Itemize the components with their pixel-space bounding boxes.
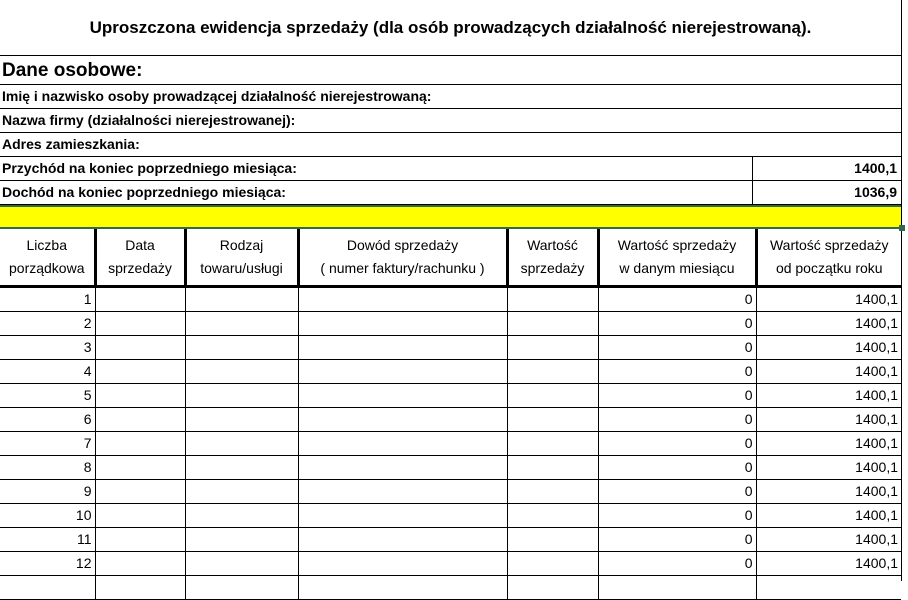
cell-type[interactable] bbox=[185, 552, 298, 576]
cell-lp[interactable]: 11 bbox=[0, 528, 95, 552]
cell-ytd-total[interactable]: 1400,1 bbox=[756, 432, 901, 456]
cell-date[interactable] bbox=[95, 456, 185, 480]
info-row[interactable] bbox=[0, 157, 901, 181]
cell-type[interactable] bbox=[185, 504, 298, 528]
header-line-1: Liczba bbox=[26, 237, 67, 253]
cell-date[interactable] bbox=[95, 360, 185, 384]
cell-proof[interactable] bbox=[298, 480, 507, 504]
cell-proof[interactable] bbox=[298, 528, 507, 552]
header-line-1: Data bbox=[125, 237, 155, 253]
info-label: Adres zamieszkania: bbox=[2, 136, 140, 152]
header-line-1: Wartość sprzedaży bbox=[769, 237, 889, 253]
table-row bbox=[0, 456, 901, 480]
cell-ytd-total[interactable]: 1400,1 bbox=[756, 384, 901, 408]
cell-ytd-total[interactable]: 1400,1 bbox=[756, 504, 901, 528]
cell-date[interactable] bbox=[95, 576, 185, 600]
cell-ytd-total[interactable]: 1400,1 bbox=[756, 480, 901, 504]
cell-lp[interactable]: 12 bbox=[0, 552, 95, 576]
cell-type[interactable] bbox=[185, 384, 298, 408]
cell-date[interactable] bbox=[95, 480, 185, 504]
cell-date[interactable] bbox=[95, 384, 185, 408]
cell-month-total[interactable]: 0 bbox=[598, 504, 756, 528]
cell-lp[interactable]: 5 bbox=[0, 384, 95, 408]
cell-proof[interactable] bbox=[298, 384, 507, 408]
cell-month-total[interactable]: 0 bbox=[598, 456, 756, 480]
cell-ytd-total[interactable]: 1400,1 bbox=[756, 287, 901, 312]
cell-value[interactable] bbox=[507, 287, 598, 312]
cell-type[interactable] bbox=[185, 408, 298, 432]
table-row bbox=[0, 384, 901, 408]
info-row[interactable] bbox=[0, 133, 901, 157]
header-line-1: Dowód sprzedaży bbox=[346, 237, 459, 253]
cell-value[interactable] bbox=[507, 336, 598, 360]
cell-value[interactable] bbox=[507, 432, 598, 456]
table-row bbox=[0, 576, 901, 600]
table-row bbox=[0, 480, 901, 504]
table-row bbox=[0, 504, 901, 528]
cell-value[interactable] bbox=[507, 576, 598, 600]
cell-date[interactable] bbox=[95, 552, 185, 576]
cell-value[interactable] bbox=[507, 528, 598, 552]
header-line-1: Rodzaj bbox=[219, 237, 264, 253]
table-row bbox=[0, 528, 901, 552]
cell-value[interactable] bbox=[507, 312, 598, 336]
cell-date[interactable] bbox=[95, 528, 185, 552]
cell-month-total[interactable]: 0 bbox=[598, 528, 756, 552]
cell-ytd-total[interactable]: 1400,1 bbox=[756, 552, 901, 576]
cell-lp[interactable]: 8 bbox=[0, 456, 95, 480]
cell-month-total[interactable]: 0 bbox=[598, 312, 756, 336]
sheet-title[interactable]: Uproszczona ewidencja sprzedaży (dla osób prowadzących działalność nierejestrowaną). bbox=[0, 0, 901, 56]
info-label: Imię i nazwisko osoby prowadzącej działalność nierejestrowaną: bbox=[2, 88, 432, 104]
cell-month-total[interactable]: 0 bbox=[598, 384, 756, 408]
info-row[interactable] bbox=[0, 109, 901, 133]
cell-ytd-total[interactable]: 1400,1 bbox=[756, 336, 901, 360]
cell-proof[interactable] bbox=[298, 504, 507, 528]
header-line-1: Wartość sprzedaży bbox=[617, 237, 737, 253]
info-label: Nazwa firmy (działalności nierejestrowanej): bbox=[2, 112, 296, 128]
cell-proof[interactable] bbox=[298, 312, 507, 336]
cell-lp[interactable]: 1 bbox=[0, 287, 95, 312]
table-row bbox=[0, 287, 901, 312]
header-line-2: ( numer faktury/rachunku ) bbox=[320, 260, 485, 276]
cell-value[interactable] bbox=[507, 480, 598, 504]
cell-type[interactable] bbox=[185, 312, 298, 336]
cell-proof[interactable] bbox=[298, 408, 507, 432]
cell-month-total[interactable]: 0 bbox=[598, 552, 756, 576]
cell-month-total[interactable]: 0 bbox=[598, 336, 756, 360]
cell-proof[interactable] bbox=[298, 360, 507, 384]
fill-handle[interactable] bbox=[899, 225, 905, 231]
cell-value[interactable] bbox=[507, 552, 598, 576]
info-row[interactable] bbox=[0, 85, 901, 109]
cell-proof[interactable] bbox=[298, 576, 507, 600]
cell-type[interactable] bbox=[185, 456, 298, 480]
cell-type[interactable] bbox=[185, 360, 298, 384]
info-row[interactable] bbox=[0, 181, 901, 205]
table-row bbox=[0, 408, 901, 432]
header-line-2: porządkowa bbox=[9, 260, 85, 276]
cell-lp[interactable]: 6 bbox=[0, 408, 95, 432]
column-header[interactable] bbox=[0, 229, 95, 287]
selected-highlight-cell[interactable] bbox=[0, 205, 901, 229]
cell-proof[interactable] bbox=[298, 336, 507, 360]
cell-value[interactable] bbox=[507, 408, 598, 432]
table-row bbox=[0, 552, 901, 576]
cell-ytd-total[interactable]: 1400,1 bbox=[756, 408, 901, 432]
column-header[interactable] bbox=[598, 229, 756, 287]
cell-value[interactable] bbox=[507, 504, 598, 528]
cell-month-total[interactable]: 0 bbox=[598, 432, 756, 456]
table-row bbox=[0, 312, 901, 336]
cell-lp[interactable]: 7 bbox=[0, 432, 95, 456]
header-line-1: Wartość bbox=[527, 237, 578, 253]
cell-date[interactable] bbox=[95, 504, 185, 528]
cell-lp[interactable] bbox=[0, 576, 95, 600]
header-line-2: od początku roku bbox=[775, 260, 883, 276]
cell-lp[interactable]: 4 bbox=[0, 360, 95, 384]
header-line-2: w danym miesiącu bbox=[619, 260, 735, 276]
info-label: Dochód na koniec poprzedniego miesiąca: bbox=[2, 184, 286, 200]
cell-ytd-total[interactable]: 1400,1 bbox=[756, 456, 901, 480]
header-line-2: sprzedaży bbox=[520, 260, 585, 276]
cell-type[interactable] bbox=[185, 528, 298, 552]
cell-type[interactable] bbox=[185, 480, 298, 504]
header-line-2: towaru/usługi bbox=[200, 260, 283, 276]
cell-ytd-total[interactable]: 1400,1 bbox=[756, 360, 901, 384]
cell-date[interactable] bbox=[95, 336, 185, 360]
column-header[interactable] bbox=[507, 229, 598, 287]
cell-type[interactable] bbox=[185, 432, 298, 456]
column-header[interactable] bbox=[298, 229, 507, 287]
table-row bbox=[0, 336, 901, 360]
cell-proof[interactable] bbox=[298, 432, 507, 456]
cell-lp[interactable]: 2 bbox=[0, 312, 95, 336]
cell-month-total[interactable] bbox=[598, 576, 756, 600]
cell-type[interactable] bbox=[185, 287, 298, 312]
column-header[interactable] bbox=[95, 229, 185, 287]
cell-month-total[interactable]: 0 bbox=[598, 480, 756, 504]
cell-lp[interactable]: 3 bbox=[0, 336, 95, 360]
cell-ytd-total[interactable] bbox=[756, 576, 901, 600]
cell-type[interactable] bbox=[185, 576, 298, 600]
cell-value[interactable] bbox=[507, 384, 598, 408]
cell-value[interactable] bbox=[507, 456, 598, 480]
cell-date[interactable] bbox=[95, 432, 185, 456]
column-header[interactable] bbox=[185, 229, 298, 287]
info-value[interactable]: 1400,1 bbox=[752, 157, 901, 180]
column-header[interactable] bbox=[756, 229, 901, 287]
cell-date[interactable] bbox=[95, 287, 185, 312]
cell-proof[interactable] bbox=[298, 287, 507, 312]
cell-month-total[interactable]: 0 bbox=[598, 360, 756, 384]
info-value[interactable]: 1036,9 bbox=[752, 181, 901, 204]
cell-lp[interactable]: 10 bbox=[0, 504, 95, 528]
cell-month-total[interactable]: 0 bbox=[598, 287, 756, 312]
header-line-2: sprzedaży bbox=[108, 260, 172, 276]
cell-ytd-total[interactable]: 1400,1 bbox=[756, 528, 901, 552]
cell-value[interactable] bbox=[507, 360, 598, 384]
table-row bbox=[0, 360, 901, 384]
sales-table bbox=[0, 229, 901, 600]
cell-lp[interactable]: 9 bbox=[0, 480, 95, 504]
info-label: Przychód na koniec poprzedniego miesiąca: bbox=[2, 160, 297, 176]
cell-type[interactable] bbox=[185, 336, 298, 360]
cell-proof[interactable] bbox=[298, 456, 507, 480]
cell-date[interactable] bbox=[95, 312, 185, 336]
cell-month-total[interactable]: 0 bbox=[598, 408, 756, 432]
cell-ytd-total[interactable]: 1400,1 bbox=[756, 312, 901, 336]
section-personal-data[interactable]: Dane osobowe: bbox=[0, 56, 901, 85]
cell-date[interactable] bbox=[95, 408, 185, 432]
cell-proof[interactable] bbox=[298, 552, 507, 576]
table-row bbox=[0, 432, 901, 456]
